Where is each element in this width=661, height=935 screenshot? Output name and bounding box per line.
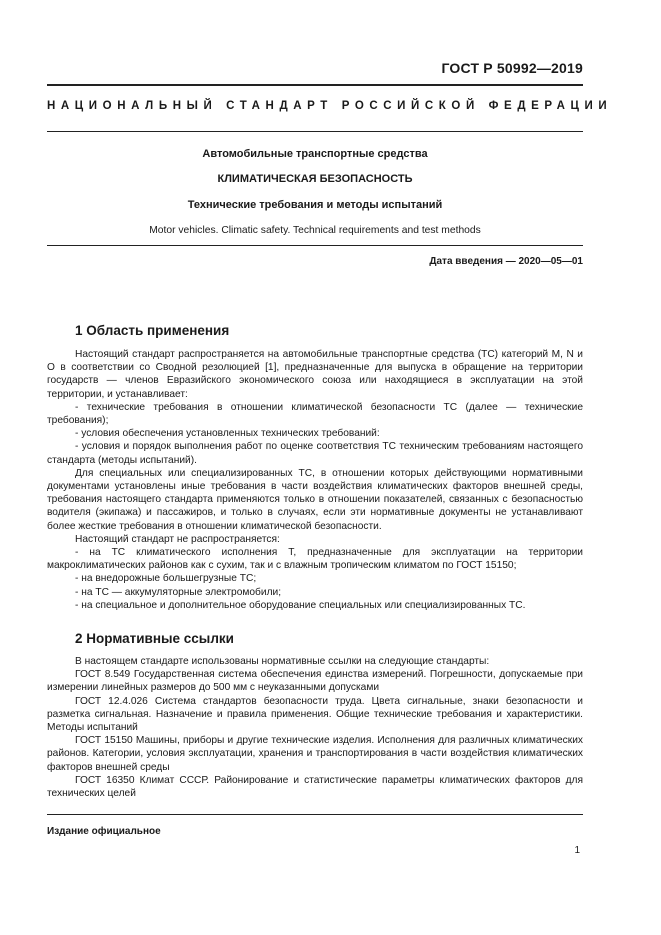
doc-title-line2: КЛИМАТИЧЕСКАЯ БЕЗОПАСНОСТЬ <box>217 173 413 185</box>
list-item: - условия и порядок выполнения работ по оценке соответствия ТС техническим требованиям настоящего стандарта (методы испытаний). <box>47 441 583 466</box>
doc-title-line3: Технические требования и методы испытаний <box>187 199 443 211</box>
section2-body <box>47 655 583 800</box>
reference-item: ГОСТ 12.4.026 Система стандартов безопасности труда. Цвета сигнальные, знаки безопасности и разметка сигнальная. Назначение и правила применения. Общие технические требования и характеристики. Методы испытаний <box>47 695 583 734</box>
introduction-date: Дата введения — 2020—05—01 <box>429 256 583 267</box>
list-item: - на ТС климатического исполнения Т, предназначенные для эксплуатации на территории макроклиматических районов как с сухим, так и с влажным тропическим климатом по ГОСТ 15150; <box>47 547 583 572</box>
paragraph: Настоящий стандарт распространяется на автомобильные транспортные средства (ТС) категорий M, N и O в соответствии со Сводной резолюцией [1], предназначенные для выпуска в обращение на территории государств — членов Евразийского экономического союза или находящиеся в эксплуатации на этой территории, и устанавливает: <box>47 349 583 400</box>
edition-note: Издание официальное <box>47 826 161 837</box>
national-standard-title: НАЦИОНАЛЬНЫЙ СТАНДАРТ РОССИЙСКОЙ ФЕДЕРАЦИИ <box>47 100 613 112</box>
page-number: 1 <box>574 845 580 856</box>
section1-heading: 1 Область применения <box>75 323 230 338</box>
list-item: - технические требования в отношении климатической безопасности ТС (далее — технические требования); <box>47 401 583 427</box>
doc-title-english: Motor vehicles. Climatic safety. Technical requirements and test methods <box>149 225 481 236</box>
reference-item: ГОСТ 8.549 Государственная система обеспечения единства измерений. Погрешности, допускаемые при измерении линейных размеров до 500 мм с неуказанными допусками <box>47 669 583 694</box>
paragraph: Для специальных или специализированных ТС, в отношении которых действующими нормативными документами установлены иные требования в части воздействия климатических факторов внешней среды, требования настоящего стандарта применяются только в отношении показателей, связанных с безопасностью водителя (экипажа) и пассажиров, и только в случаях, если эти нормативные документы не устанавливают более жесткие требования в отношении климатической безопасности. <box>47 467 583 532</box>
doc-title-line1: Автомобильные транспортные средства <box>202 148 428 160</box>
top-rule <box>47 84 583 86</box>
reference-item: ГОСТ 16350 Климат СССР. Районирование и статистические параметры климатических факторов для технических целей <box>47 774 583 800</box>
list-item: - на специальное и дополнительное оборудование специальных или специализированных ТС. <box>75 599 526 611</box>
section1-body <box>47 348 583 612</box>
date-rule <box>47 245 583 246</box>
list-item: - на ТС — аккумуляторные электромобили; <box>75 586 282 598</box>
paragraph: Настоящий стандарт не распространяется: <box>75 533 280 545</box>
footer-rule <box>47 814 583 815</box>
title-rule <box>47 131 583 132</box>
list-item: - на внедорожные большегрузные ТС; <box>75 573 257 585</box>
reference-item: ГОСТ 15150 Машины, приборы и другие технические изделия. Исполнения для различных климатических районов. Категории, условия эксплуатации, хранения и транспортирования в части воздействия климатических факторов внешней среды <box>47 735 583 773</box>
standard-number: ГОСТ Р 50992—2019 <box>441 60 583 76</box>
paragraph: В настоящем стандарте использованы нормативные ссылки на следующие стандарты: <box>75 656 490 667</box>
list-item: - условия обеспечения установленных технических требований: <box>75 428 380 440</box>
section2-heading: 2 Нормативные ссылки <box>75 631 234 646</box>
